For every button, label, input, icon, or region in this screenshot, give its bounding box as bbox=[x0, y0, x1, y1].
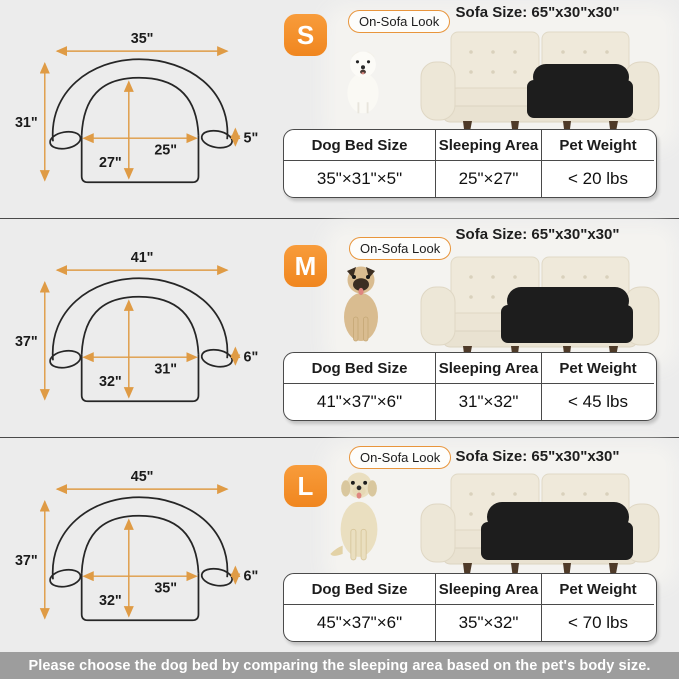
table-header-dog-bed-size: Dog Bed Size bbox=[284, 574, 436, 605]
table-value-sleeping-area: 25"×27" bbox=[436, 161, 542, 197]
dim-overall-height: 31" bbox=[14, 114, 38, 131]
bed-dimension-diagram bbox=[12, 243, 262, 413]
on-sofa-look-label: On-Sofa Look bbox=[348, 10, 450, 33]
footer-note: Please choose the dog bed by comparing the sleeping area based on the pet's body size. bbox=[0, 652, 679, 679]
table-value-sleeping-area: 35"×32" bbox=[436, 605, 542, 641]
sofa-size-label: Sofa Size: 65"x30"x30" bbox=[455, 226, 620, 243]
sofa-photo bbox=[414, 20, 666, 138]
table-header-dog-bed-size: Dog Bed Size bbox=[284, 353, 436, 384]
dim-sleep-depth: 32" bbox=[98, 592, 122, 609]
dim-sleep-width: 35" bbox=[154, 580, 178, 597]
dim-overall-width: 45" bbox=[130, 468, 154, 485]
table-header-dog-bed-size: Dog Bed Size bbox=[284, 130, 436, 161]
bed-dimension-diagram bbox=[12, 462, 262, 632]
table-header-pet-weight: Pet Weight bbox=[542, 574, 654, 605]
size-spec-table bbox=[283, 352, 657, 421]
dim-sleep-depth: 32" bbox=[98, 373, 122, 390]
on-sofa-look-label: On-Sofa Look bbox=[349, 446, 451, 469]
sofa-photo bbox=[414, 462, 666, 580]
size-row-l bbox=[0, 437, 679, 652]
size-badge: M bbox=[284, 245, 327, 287]
table-header-sleeping-area: Sleeping Area bbox=[436, 130, 542, 161]
sofa-photo bbox=[414, 245, 666, 363]
dim-bolster-height: 6" bbox=[243, 349, 259, 366]
table-header-pet-weight: Pet Weight bbox=[542, 353, 654, 384]
pug-body bbox=[344, 267, 378, 342]
bed-cover-on-sofa bbox=[481, 502, 633, 560]
size-row-m bbox=[0, 218, 679, 437]
table-header-pet-weight: Pet Weight bbox=[542, 130, 654, 161]
dim-sleep-depth: 27" bbox=[98, 154, 122, 171]
pug-dog-icon bbox=[334, 263, 388, 343]
dim-sleep-width: 25" bbox=[154, 142, 178, 159]
bed-cover-on-sofa bbox=[501, 287, 633, 343]
table-value-pet-weight: < 20 lbs bbox=[567, 169, 628, 188]
dim-overall-width: 41" bbox=[130, 249, 154, 266]
labrador-dog-icon bbox=[328, 470, 388, 562]
dim-bolster-height: 5" bbox=[243, 130, 259, 147]
dim-overall-height: 37" bbox=[14, 333, 38, 350]
table-value-dog-bed-size: 45"×37"×6" bbox=[284, 605, 436, 641]
sofa-size-label: Sofa Size: 65"x30"x30" bbox=[455, 448, 620, 465]
table-header-sleeping-area: Sleeping Area bbox=[436, 574, 542, 605]
labrador-body bbox=[330, 473, 377, 560]
size-spec-table bbox=[283, 573, 657, 642]
dim-bolster-height: 6" bbox=[243, 568, 259, 585]
table-header-sleeping-area: Sleeping Area bbox=[436, 353, 542, 384]
on-sofa-look-label: On-Sofa Look bbox=[349, 237, 451, 260]
bed-dimension-diagram bbox=[12, 24, 262, 194]
size-spec-table bbox=[283, 129, 657, 198]
bed-outline-drawing bbox=[49, 497, 234, 620]
bed-outline-drawing bbox=[49, 59, 234, 182]
bed-cover-on-sofa bbox=[527, 64, 633, 118]
dim-overall-width: 35" bbox=[130, 30, 154, 47]
size-row-s bbox=[0, 0, 679, 218]
dim-sleep-width: 31" bbox=[154, 361, 178, 378]
table-value-dog-bed-size: 41"×37"×6" bbox=[284, 384, 436, 420]
pomeranian-body bbox=[347, 51, 378, 114]
dim-overall-height: 37" bbox=[14, 552, 38, 569]
bed-outline-drawing bbox=[49, 278, 234, 401]
sofa-size-label: Sofa Size: 65"x30"x30" bbox=[455, 4, 620, 21]
table-value-sleeping-area: 31"×32" bbox=[436, 384, 542, 420]
table-value-dog-bed-size: 35"×31"×5" bbox=[284, 161, 436, 197]
size-badge: S bbox=[284, 14, 327, 56]
table-value-pet-weight: < 45 lbs bbox=[567, 392, 628, 411]
table-value-pet-weight: < 70 lbs bbox=[567, 613, 628, 632]
size-badge: L bbox=[284, 465, 327, 507]
pomeranian-dog-icon bbox=[340, 48, 386, 116]
